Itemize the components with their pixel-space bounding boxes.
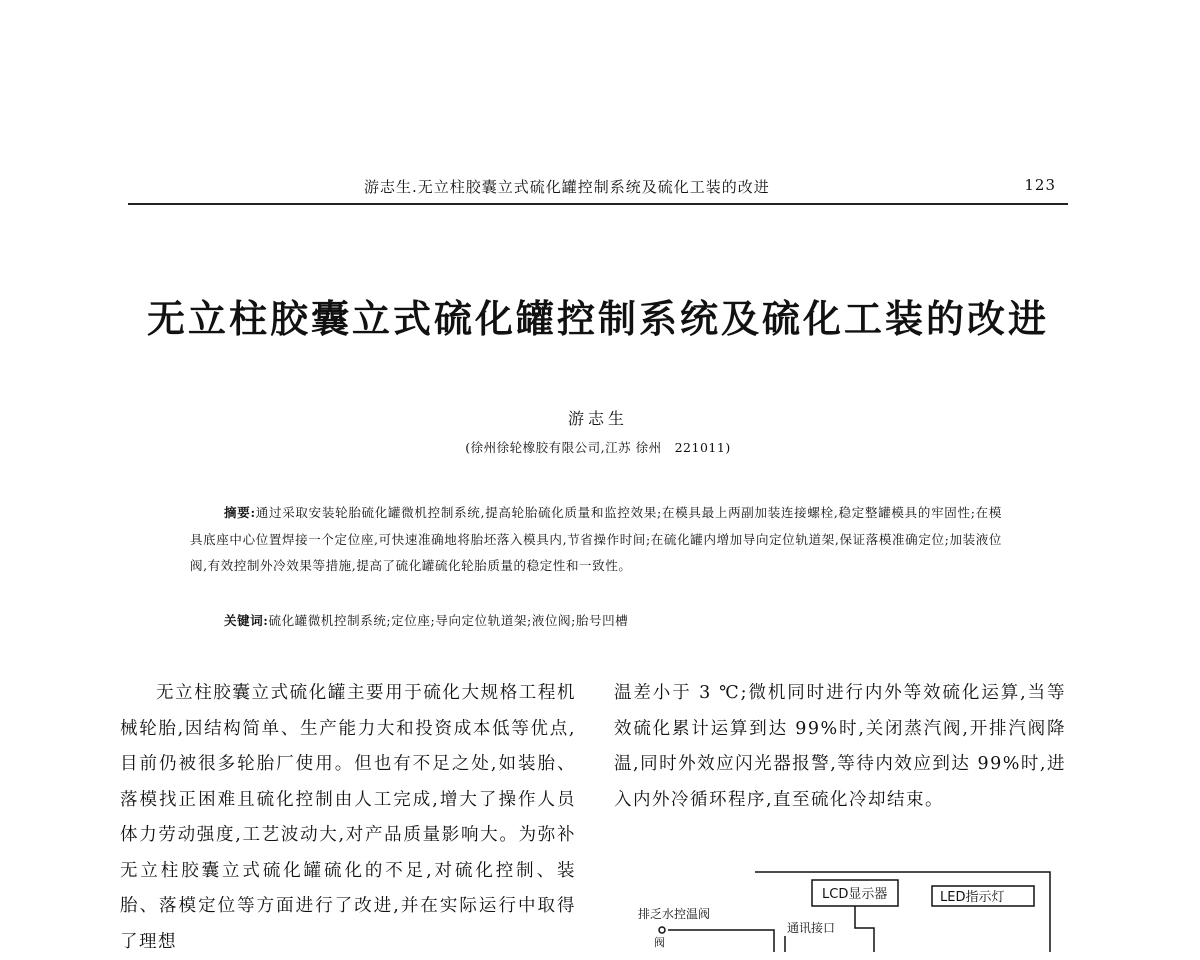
abstract-label: 摘要:	[224, 505, 256, 520]
running-header-text: 游志生.无立柱胶囊立式硫化罐控制系统及硫化工装的改进	[364, 178, 770, 196]
comm-label: 通讯接口	[787, 921, 836, 935]
abstract	[190, 500, 1002, 580]
keywords-label: 关键词:	[224, 613, 269, 628]
running-header	[128, 176, 1068, 198]
body-left-column: 无立柱胶囊立式硫化罐主要用于硫化大规格工程机械轮胎,因结构简单、生产能力大和投资成本低等优点,目前仍被很多轮胎厂使用。但也有不足之处,如装胎、落模找正困难且硫化控制由人工完成,增大了操作人员体力劳动强度,工艺波动大,对产品质量影响大。为弥补无立柱胶囊立式硫化罐硫化的不足,对硫化控制、装胎、落模定位等方面进行了改进,并在实际运行中取得了理想	[120, 683, 576, 952]
valve-label: 排乏水控温阀	[638, 907, 711, 921]
valve-symbol-label: 阀	[654, 936, 665, 949]
keywords	[190, 611, 1002, 629]
valve-connection-line	[668, 930, 774, 952]
abstract-text: 通过采取安装轮胎硫化罐微机控制系统,提高轮胎硫化质量和监控效果;在模具最上两副加装连接螺栓,稳定整罐模具的牢固性;在模具底座中心位置焊接一个定位座,可快速准确地将胎坯落入模具内,节省操作时间;在硫化罐内增加导向定位轨道架,保证落模准确定位;加装液位阀,有效控制外冷效果等措施,提高了硫化罐硫化轮胎质量的稳定性和一致性。	[190, 505, 1002, 573]
led-label: LED指示灯	[940, 890, 1005, 905]
lcd-label: LCD显示器	[822, 887, 888, 902]
control-system-diagram	[622, 868, 1062, 952]
article-title: 无立柱胶囊立式硫化罐控制系统及硫化工装的改进	[146, 297, 1049, 341]
lcd-connection-line	[855, 906, 874, 952]
affiliation: (徐州徐轮橡胶有限公司,江苏 徐州 221011)	[465, 440, 731, 455]
keywords-text: 硫化罐微机控制系统;定位座;导向定位轨道架;液位阀;胎号凹槽	[268, 613, 629, 628]
body-right-column: 温差小于 3 ℃;微机同时进行内外等效硫化运算,当等效硫化累计运算到达 99%时,关闭蒸汽阀,开排汽阀降温,同时外效应闪光器报警,等待内效应到达 99%时,进入内外冷循环程序,直至硫化冷却结束。	[614, 683, 1066, 810]
author-name: 游志生	[567, 409, 628, 428]
diagram-outer-frame	[755, 872, 1050, 952]
header-rule	[128, 203, 1068, 205]
valve-symbol-icon	[659, 927, 665, 933]
page-number: 123	[1024, 176, 1056, 194]
